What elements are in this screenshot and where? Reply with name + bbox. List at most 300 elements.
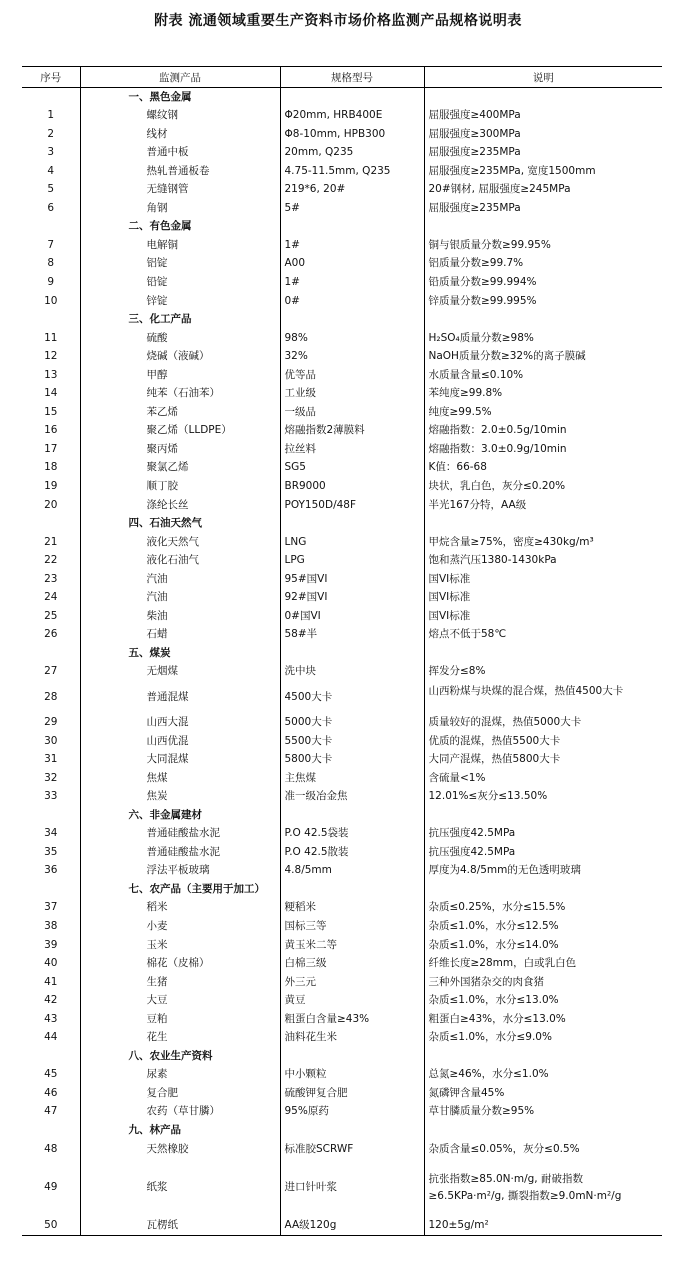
spec-cell: 5000大卡 [280, 714, 424, 733]
category-row [22, 515, 662, 534]
product-name: 铅锭 [80, 273, 280, 292]
product-name: 生猪 [80, 973, 280, 992]
table-row [22, 992, 662, 1011]
row-number: 39 [44, 938, 58, 951]
row-number: 49 [44, 1180, 58, 1193]
category-label: 三、化工产品 [80, 311, 280, 330]
desc-cell: 纯度≥99.5% [424, 403, 662, 422]
product-name: 无烟煤 [80, 663, 280, 682]
product-name: 天然橡胶 [80, 1140, 280, 1159]
spec-cell: 粳稻米 [280, 899, 424, 918]
row-number: 12 [44, 350, 58, 363]
desc-cell: 国VI标准 [424, 570, 662, 589]
spec-cell: AA级120g [280, 1217, 424, 1236]
row-number: 30 [44, 734, 58, 747]
desc-cell: 铝质量分数≥99.7% [424, 255, 662, 274]
table-row [22, 107, 662, 126]
product-name: 焦炭 [80, 788, 280, 807]
desc-cell [424, 806, 662, 825]
spec-cell: POY150D/48F [280, 496, 424, 515]
product-name: 硫酸 [80, 329, 280, 348]
category-label: 四、石油天然气 [80, 515, 280, 534]
desc-cell: 粗蛋白≥43%，水分≤13.0% [424, 1010, 662, 1029]
spec-cell: 优等品 [280, 366, 424, 385]
table-row [22, 236, 662, 255]
row-number: 20 [44, 498, 58, 511]
col-header-desc: 说明 [424, 67, 662, 88]
category-label: 六、非金属建材 [80, 806, 280, 825]
row-number [22, 311, 80, 330]
desc-cell: NaOH质量分数≥32%的离子膜碱 [424, 348, 662, 367]
row-number: 50 [22, 1217, 80, 1236]
spec-cell: 1# [280, 236, 424, 255]
spec-cell [280, 218, 424, 237]
spec-cell: 油料花生米 [280, 1029, 424, 1048]
desc-cell: 块状，乳白色，灰分≤0.20% [424, 477, 662, 496]
table-row [22, 732, 662, 751]
spec-cell: 95#国VI [280, 570, 424, 589]
product-name: 聚氯乙烯 [80, 459, 280, 478]
row-number: 35 [44, 845, 58, 858]
table-row [22, 459, 662, 478]
table-row [22, 422, 662, 441]
desc-cell: 屈服强度≥235MPa [424, 144, 662, 163]
row-number: 38 [44, 920, 58, 933]
table-row [22, 403, 662, 422]
product-name: 纯苯（石油苯） [80, 385, 280, 404]
row-number [22, 1122, 80, 1141]
desc-cell: 厚度为4.8/5mm的无色透明玻璃 [424, 862, 662, 881]
product-name: 浮法平板玻璃 [80, 862, 280, 881]
table-row [22, 936, 662, 955]
product-name: 农药（草甘膦） [80, 1103, 280, 1122]
product-name: 锌锭 [80, 292, 280, 311]
table-row [22, 570, 662, 589]
spec-table [22, 66, 662, 1236]
spec-cell [280, 1122, 424, 1141]
row-number [22, 880, 80, 899]
spec-cell: 国标三等 [280, 918, 424, 937]
table-row [22, 552, 662, 571]
table-row [22, 496, 662, 515]
row-number: 45 [44, 1068, 58, 1081]
row-number: 46 [44, 1086, 58, 1099]
row-number: 3 [47, 146, 55, 159]
row-number: 25 [44, 609, 58, 622]
product-name: 稻米 [80, 899, 280, 918]
product-name: 铝锭 [80, 255, 280, 274]
category-label: 五、煤炭 [80, 644, 280, 663]
category-label: 二、有色金属 [80, 218, 280, 237]
desc-cell: 质量较好的混煤，热值5000大卡 [424, 714, 662, 733]
row-number: 32 [44, 771, 58, 784]
spec-cell: 4500大卡 [280, 682, 424, 714]
desc-cell: 屈服强度≥235MPa [424, 199, 662, 218]
spec-cell: 拉丝料 [280, 440, 424, 459]
spec-cell [280, 311, 424, 330]
product-name: 聚乙烯（LLDPE） [80, 422, 280, 441]
product-name: 复合肥 [80, 1084, 280, 1103]
row-number: 29 [44, 716, 58, 728]
desc-cell: 熔点不低于58℃ [424, 626, 662, 645]
spec-cell: 0# [280, 292, 424, 311]
desc-cell [424, 644, 662, 663]
row-number: 21 [44, 535, 58, 548]
row-number: 13 [44, 368, 58, 381]
category-row [22, 644, 662, 663]
desc-cell [424, 1047, 662, 1066]
spec-cell: P.O 42.5袋装 [280, 825, 424, 844]
spec-cell: 5800大卡 [280, 751, 424, 770]
desc-cell: 杂质≤1.0%，水分≤12.5% [424, 918, 662, 937]
spec-cell [280, 88, 424, 107]
product-name: 普通混煤 [80, 682, 280, 714]
row-number: 5 [47, 183, 55, 196]
product-name: 普通硅酸盐水泥 [80, 843, 280, 862]
category-row [22, 1122, 662, 1141]
table-row [22, 1010, 662, 1029]
row-number [22, 515, 80, 534]
spec-cell: 标准胶SCRWF [280, 1140, 424, 1159]
desc-cell: 熔融指数：2.0±0.5g/10min [424, 422, 662, 441]
desc-cell: 铜与银质量分数≥99.95% [424, 236, 662, 255]
table-row [22, 199, 662, 218]
spec-cell: Φ20mm, HRB400E [280, 107, 424, 126]
desc-cell: 杂质≤1.0%，水分≤9.0% [424, 1029, 662, 1048]
spec-cell: 工业级 [280, 385, 424, 404]
desc-cell: 抗压强度42.5MPa [424, 843, 662, 862]
row-number: 43 [44, 1012, 58, 1025]
product-name: 角钢 [80, 199, 280, 218]
desc-cell [424, 1122, 662, 1141]
desc-cell: 总氮≥46%，水分≤1.0% [424, 1066, 662, 1085]
desc-cell: 20#钢材, 屈服强度≥245MPa [424, 181, 662, 200]
desc-cell [424, 311, 662, 330]
col-header-spec: 规格型号 [280, 67, 424, 88]
table-row [22, 385, 662, 404]
product-name: 玉米 [80, 936, 280, 955]
table-row [22, 589, 662, 608]
row-number: 41 [44, 975, 58, 988]
row-number: 23 [44, 572, 58, 585]
col-header-no: 序号 [22, 67, 80, 88]
row-number: 2 [47, 127, 55, 140]
row-number: 16 [44, 424, 58, 437]
desc-cell: 氮磷钾含量45% [424, 1084, 662, 1103]
product-name: 甲醇 [80, 366, 280, 385]
desc-cell: 苯纯度≥99.8% [424, 385, 662, 404]
table-row [22, 125, 662, 144]
spec-cell: 准一级冶金焦 [280, 788, 424, 807]
spec-cell: 5# [280, 199, 424, 218]
product-name: 山西大混 [80, 714, 280, 733]
row-number: 6 [47, 201, 55, 214]
product-name: 汽油 [80, 570, 280, 589]
desc-cell: 半光167分特，AA级 [424, 496, 662, 515]
row-number: 4 [47, 164, 55, 177]
desc-cell: 饱和蒸汽压1380-1430kPa [424, 552, 662, 571]
table-row [22, 714, 662, 733]
table-row [22, 788, 662, 807]
category-label: 九、林产品 [80, 1122, 280, 1141]
table-row [22, 682, 662, 714]
product-name: 普通硅酸盐水泥 [80, 825, 280, 844]
product-name: 小麦 [80, 918, 280, 937]
spec-cell: 4.75-11.5mm, Q235 [280, 162, 424, 181]
table-row [22, 144, 662, 163]
table-row [22, 751, 662, 770]
spec-cell: 219*6, 20# [280, 181, 424, 200]
row-number [22, 88, 80, 107]
desc-cell: 杂质≤0.25%，水分≤15.5% [424, 899, 662, 918]
category-row [22, 880, 662, 899]
row-number: 19 [44, 479, 58, 492]
product-name: 螺纹钢 [80, 107, 280, 126]
row-number: 36 [44, 864, 58, 877]
table-row [22, 348, 662, 367]
desc-cell: 水质量含量≤0.10% [424, 366, 662, 385]
desc-cell: 杂质≤1.0%，水分≤13.0% [424, 992, 662, 1011]
product-name: 大同混煤 [80, 751, 280, 770]
table-row [22, 1084, 662, 1103]
row-number: 48 [44, 1142, 58, 1155]
row-number [22, 806, 80, 825]
product-name: 棉花（皮棉） [80, 955, 280, 974]
row-number: 18 [44, 461, 58, 474]
desc-cell [424, 88, 662, 107]
spec-cell: 洗中块 [280, 663, 424, 682]
row-number: 37 [44, 901, 58, 914]
table-row [22, 329, 662, 348]
spec-cell: A00 [280, 255, 424, 274]
table-row [22, 955, 662, 974]
product-name: 汽油 [80, 589, 280, 608]
row-number: 31 [44, 753, 58, 766]
table-row [22, 899, 662, 918]
spec-cell: 进口针叶浆 [280, 1159, 424, 1217]
product-name: 顺丁胶 [80, 477, 280, 496]
spec-cell: 95%原药 [280, 1103, 424, 1122]
spec-cell [280, 515, 424, 534]
desc-cell: 抗压强度42.5MPa [424, 825, 662, 844]
row-number: 11 [44, 331, 58, 344]
category-row [22, 806, 662, 825]
category-row [22, 88, 662, 107]
product-name: 液化天然气 [80, 533, 280, 552]
product-name: 大豆 [80, 992, 280, 1011]
row-number: 27 [44, 665, 58, 678]
row-number [22, 218, 80, 237]
desc-cell: 杂质≤1.0%，水分≤14.0% [424, 936, 662, 955]
table-row [22, 181, 662, 200]
row-number: 22 [44, 554, 58, 567]
spec-cell: 主焦煤 [280, 769, 424, 788]
spec-cell: LNG [280, 533, 424, 552]
desc-cell [424, 515, 662, 534]
product-name: 山西优混 [80, 732, 280, 751]
spec-cell [280, 806, 424, 825]
table-row [22, 1029, 662, 1048]
desc-cell: 大同产混煤，热值5800大卡 [424, 751, 662, 770]
desc-cell: 铅质量分数≥99.994% [424, 273, 662, 292]
desc-cell: 优质的混煤，热值5500大卡 [424, 732, 662, 751]
table-row [22, 607, 662, 626]
category-row [22, 218, 662, 237]
row-number: 28 [44, 690, 58, 703]
spec-cell: 中小颗粒 [280, 1066, 424, 1085]
spec-cell: SG5 [280, 459, 424, 478]
table-row [22, 1159, 662, 1217]
spec-cell: 20mm, Q235 [280, 144, 424, 163]
desc-cell: 含硫量<1% [424, 769, 662, 788]
row-number: 17 [44, 442, 58, 455]
desc-cell: 草甘膦质量分数≥95% [424, 1103, 662, 1122]
desc-cell: 熔融指数：3.0±0.9g/10min [424, 440, 662, 459]
row-number: 10 [44, 294, 58, 307]
product-name: 聚丙烯 [80, 440, 280, 459]
table-row [22, 843, 662, 862]
row-number: 8 [47, 257, 55, 270]
spec-cell: 4.8/5mm [280, 862, 424, 881]
row-number: 1 [47, 109, 55, 122]
spec-cell [280, 1047, 424, 1066]
product-name: 花生 [80, 1029, 280, 1048]
desc-cell: 杂质含量≤0.05%，灰分≤0.5% [424, 1140, 662, 1159]
product-name: 石蜡 [80, 626, 280, 645]
desc-cell: 120±5g/m² [424, 1217, 662, 1236]
row-number: 40 [44, 957, 58, 970]
desc-cell: 屈服强度≥300MPa [424, 125, 662, 144]
product-name: 豆粕 [80, 1010, 280, 1029]
category-label: 八、农业生产资料 [80, 1047, 280, 1066]
desc-cell: 屈服强度≥400MPa [424, 107, 662, 126]
desc-cell: 屈服强度≥235MPa, 宽度1500mm [424, 162, 662, 181]
table-header-row [22, 67, 662, 88]
category-label: 一、黑色金属 [80, 88, 280, 107]
table-row [22, 255, 662, 274]
desc-cell: 抗张指数≥85.0N·m/g, 耐破指数≥6.5KPa·m²/g, 撕裂指数≥9.0mN·m²/g [424, 1159, 662, 1217]
spec-cell: 粗蛋白含量≥43% [280, 1010, 424, 1029]
table-body [22, 88, 662, 1236]
product-name: 烧碱（液碱） [80, 348, 280, 367]
desc-cell: 甲烷含量≥75%，密度≥430kg/m³ [424, 533, 662, 552]
product-name: 纸浆 [80, 1159, 280, 1217]
row-number: 24 [44, 591, 58, 604]
spec-cell: 32% [280, 348, 424, 367]
spec-cell: 外三元 [280, 973, 424, 992]
spec-cell: 58#半 [280, 626, 424, 645]
table-row [22, 769, 662, 788]
spec-cell: 硫酸钾复合肥 [280, 1084, 424, 1103]
desc-cell: 三种外国猪杂交的肉食猪 [424, 973, 662, 992]
spec-cell: 98% [280, 329, 424, 348]
product-name: 热轧普通板卷 [80, 162, 280, 181]
category-row [22, 1047, 662, 1066]
table-row [22, 825, 662, 844]
row-number: 15 [44, 405, 58, 418]
product-name: 涤纶长丝 [80, 496, 280, 515]
desc-cell: 挥发分≤8% [424, 663, 662, 682]
row-number [22, 1047, 80, 1066]
desc-cell: 锌质量分数≥99.995% [424, 292, 662, 311]
product-name: 瓦楞纸 [80, 1217, 280, 1236]
spec-cell: 92#国VI [280, 589, 424, 608]
desc-cell [424, 218, 662, 237]
desc-cell: 12.01%≤灰分≤13.50% [424, 788, 662, 807]
table-row [22, 1066, 662, 1085]
desc-cell [424, 880, 662, 899]
row-number: 7 [47, 238, 55, 251]
table-row [22, 626, 662, 645]
table-row [22, 292, 662, 311]
row-number: 9 [47, 275, 55, 288]
product-name: 线材 [80, 125, 280, 144]
row-number: 14 [44, 387, 58, 400]
table-row [22, 162, 662, 181]
desc-cell: 国VI标准 [424, 607, 662, 626]
spec-cell: LPG [280, 552, 424, 571]
spec-cell: 1# [280, 273, 424, 292]
table-row [22, 273, 662, 292]
table-row [22, 533, 662, 552]
product-name: 无缝钢管 [80, 181, 280, 200]
row-number: 34 [44, 827, 58, 840]
product-name: 尿素 [80, 1066, 280, 1085]
spec-cell: P.O 42.5散装 [280, 843, 424, 862]
spec-cell: 0#国VI [280, 607, 424, 626]
product-name: 苯乙烯 [80, 403, 280, 422]
desc-cell: H₂SO₄质量分数≥98% [424, 329, 662, 348]
row-number: 26 [44, 628, 58, 641]
spec-cell: 熔融指数2薄膜料 [280, 422, 424, 441]
row-number [22, 644, 80, 663]
spec-cell: 白棉三级 [280, 955, 424, 974]
spec-cell [280, 644, 424, 663]
category-row [22, 311, 662, 330]
product-name: 柴油 [80, 607, 280, 626]
category-label: 七、农产品（主要用于加工） [80, 880, 280, 899]
row-number: 33 [44, 790, 58, 803]
spec-cell [280, 880, 424, 899]
product-name: 焦煤 [80, 769, 280, 788]
desc-cell: K值：66-68 [424, 459, 662, 478]
table-row [22, 663, 662, 682]
desc-cell: 山西粉煤与块煤的混合煤，热值4500大卡 [424, 682, 662, 714]
product-name: 液化石油气 [80, 552, 280, 571]
spec-cell: BR9000 [280, 477, 424, 496]
table-row [22, 1140, 662, 1159]
product-name: 普通中板 [80, 144, 280, 163]
desc-cell: 纤维长度≥28mm，白或乳白色 [424, 955, 662, 974]
row-number: 44 [44, 1031, 58, 1044]
row-number: 47 [44, 1105, 58, 1118]
table-row [22, 366, 662, 385]
row-number: 42 [44, 994, 58, 1007]
table-row [22, 862, 662, 881]
table-row [22, 973, 662, 992]
spec-cell: Φ8-10mm, HPB300 [280, 125, 424, 144]
spec-cell: 一级品 [280, 403, 424, 422]
page-title: 附表 流通领域重要生产资料市场价格监测产品规格说明表 [154, 13, 522, 29]
table-row [22, 1103, 662, 1122]
spec-cell: 黄豆 [280, 992, 424, 1011]
table-row [22, 440, 662, 459]
product-name: 电解铜 [80, 236, 280, 255]
table-row [22, 918, 662, 937]
spec-cell: 黄玉米二等 [280, 936, 424, 955]
spec-cell: 5500大卡 [280, 732, 424, 751]
desc-cell: 国VI标准 [424, 589, 662, 608]
